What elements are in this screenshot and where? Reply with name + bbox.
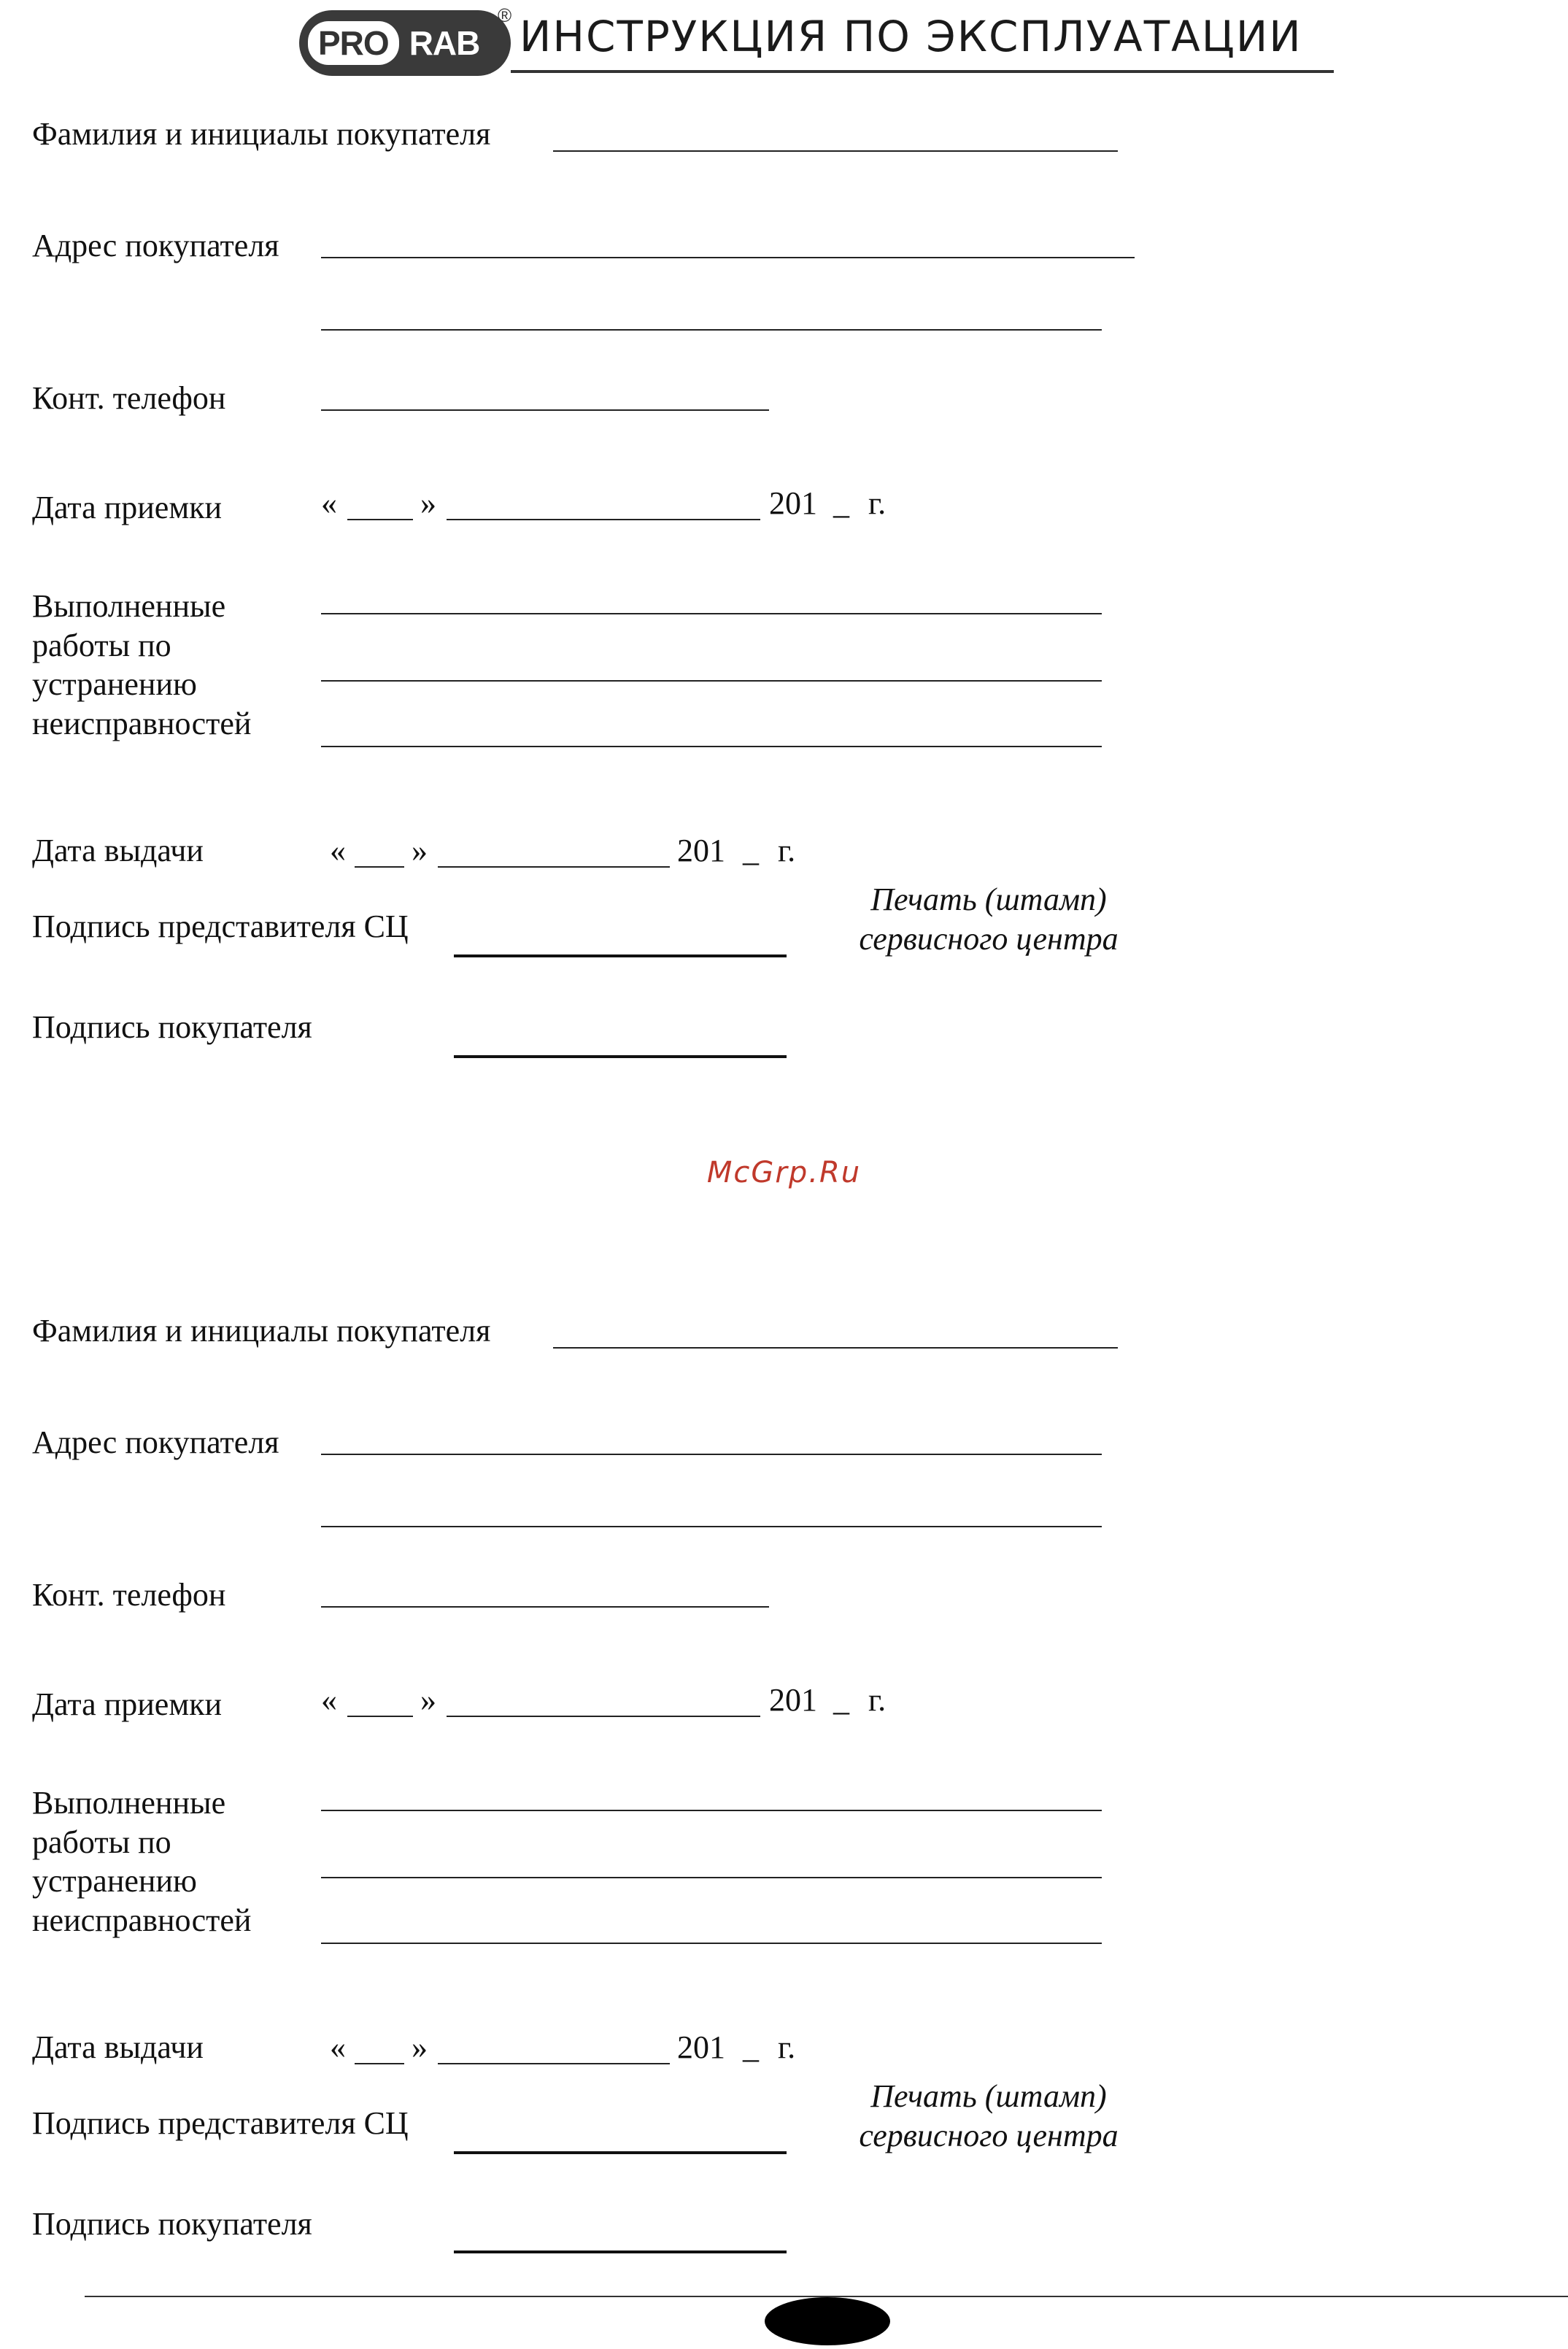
buyer-name-field[interactable] <box>553 1347 1118 1349</box>
prorab-logo <box>299 10 511 76</box>
work-done-field-line-1[interactable] <box>321 613 1102 614</box>
work-done-label-line-4: неисправностей <box>32 1902 252 1938</box>
work-done-field-line-3[interactable] <box>321 1943 1102 1944</box>
work-done-label-line-3: устранению <box>32 666 197 702</box>
sc-signature-field[interactable] <box>454 954 787 957</box>
receipt-date-label: Дата приемки <box>32 490 223 525</box>
issue-month-field[interactable] <box>438 2063 670 2064</box>
phone-label: Конт. телефон <box>32 1577 226 1613</box>
stamp-caption-line-2: сервисного центра <box>859 2118 1119 2153</box>
issue-year-suffix: г. <box>778 833 796 868</box>
work-done-field-line-2[interactable] <box>321 1877 1102 1878</box>
work-done-label-line-4: неисправностей <box>32 706 252 741</box>
receipt-year-prefix: 201 <box>769 485 817 521</box>
receipt-month-field[interactable] <box>447 1716 760 1717</box>
work-done-label-line-2: работы по <box>32 628 171 663</box>
buyer-signature-label: Подпись покупателя <box>32 2206 312 2242</box>
issue-date-close-quote: » <box>412 2029 428 2065</box>
receipt-month-field[interactable] <box>447 519 760 520</box>
issue-year-prefix: 201 <box>677 2029 725 2065</box>
page-number-oval <box>765 2297 890 2345</box>
phone-field[interactable] <box>321 1606 769 1608</box>
work-done-field-line-2[interactable] <box>321 680 1102 682</box>
address-field-line-1[interactable] <box>321 1454 1102 1455</box>
work-done-field-line-3[interactable] <box>321 746 1102 747</box>
receipt-date-close-quote: » <box>420 485 436 521</box>
receipt-date-label: Дата приемки <box>32 1686 223 1722</box>
receipt-year-suffix: г. <box>868 485 887 521</box>
work-done-label-line-3: устранению <box>32 1863 197 1899</box>
issue-date-open-quote: « <box>330 833 346 868</box>
receipt-day-field[interactable] <box>347 519 413 520</box>
buyer-signature-label: Подпись покупателя <box>32 1009 312 1045</box>
logo-rab-text: RAB <box>409 24 480 62</box>
address-label: Адрес покупателя <box>32 1424 279 1460</box>
phone-label: Конт. телефон <box>32 380 226 416</box>
stamp-caption-line-1: Печать (штамп) <box>870 882 1107 917</box>
address-field-line-1[interactable] <box>321 257 1135 258</box>
issue-day-field[interactable] <box>355 866 404 868</box>
issue-year-prefix: 201 <box>677 833 725 868</box>
issue-year-blank[interactable]: _ <box>743 2029 759 2065</box>
work-done-label-line-2: работы по <box>32 1824 171 1860</box>
issue-day-field[interactable] <box>355 2063 404 2064</box>
stamp-caption-line-2: сервисного центра <box>859 921 1119 957</box>
issue-year-blank[interactable]: _ <box>743 833 759 868</box>
stamp-caption-line-1: Печать (штамп) <box>870 2078 1107 2114</box>
watermark-text: McGrp.Ru <box>706 1156 862 1189</box>
sc-signature-label: Подпись представителя СЦ <box>32 909 409 944</box>
receipt-year-blank[interactable]: _ <box>833 485 849 521</box>
receipt-date-close-quote: » <box>420 1682 436 1718</box>
receipt-year-prefix: 201 <box>769 1682 817 1718</box>
issue-date-label: Дата выдачи <box>32 2029 204 2065</box>
work-done-field-line-1[interactable] <box>321 1810 1102 1811</box>
buyer-signature-field[interactable] <box>454 2250 787 2253</box>
receipt-year-suffix: г. <box>868 1682 887 1718</box>
address-label: Адрес покупателя <box>32 228 279 263</box>
logo-pro-text: PRO <box>308 21 399 65</box>
address-field-line-2[interactable] <box>321 1526 1102 1527</box>
buyer-name-field[interactable] <box>553 150 1118 152</box>
receipt-day-field[interactable] <box>347 1716 413 1717</box>
work-done-label-line-1: Выполненные <box>32 588 226 624</box>
header-title: ИНСТРУКЦИЯ ПО ЭКСПЛУАТАЦИИ <box>520 12 1302 61</box>
receipt-date-open-quote: « <box>321 1682 337 1718</box>
issue-date-label: Дата выдачи <box>32 833 204 868</box>
issue-date-open-quote: « <box>330 2029 346 2065</box>
address-field-line-2[interactable] <box>321 329 1102 331</box>
issue-date-close-quote: » <box>412 833 428 868</box>
header-underline <box>511 70 1334 73</box>
receipt-date-open-quote: « <box>321 485 337 521</box>
registered-mark: ® <box>498 4 512 26</box>
work-done-label-line-1: Выполненные <box>32 1785 226 1821</box>
sc-signature-field[interactable] <box>454 2151 787 2154</box>
buyer-name-label: Фамилия и инициалы покупателя <box>32 1313 491 1349</box>
buyer-signature-field[interactable] <box>454 1055 787 1058</box>
phone-field[interactable] <box>321 409 769 411</box>
sc-signature-label: Подпись представителя СЦ <box>32 2105 409 2141</box>
buyer-name-label: Фамилия и инициалы покупателя <box>32 116 491 152</box>
issue-year-suffix: г. <box>778 2029 796 2065</box>
issue-month-field[interactable] <box>438 866 670 868</box>
receipt-year-blank[interactable]: _ <box>833 1682 849 1718</box>
